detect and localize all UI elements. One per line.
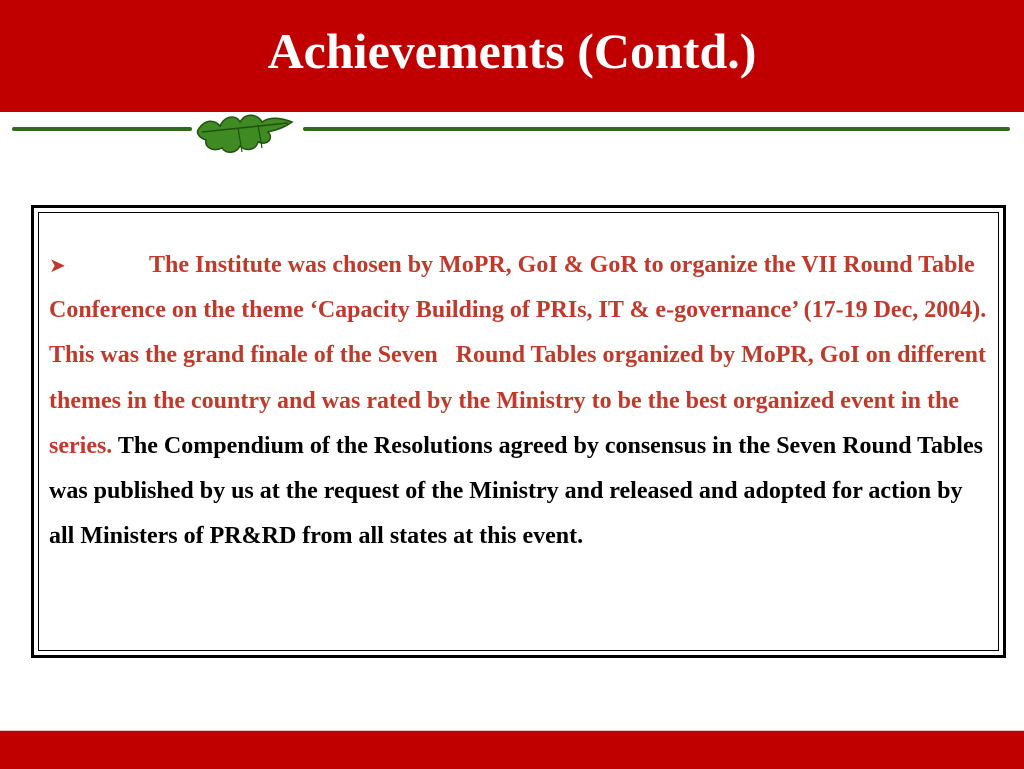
leaf-divider: [0, 108, 1024, 158]
arrowhead-bullet-icon: ➤: [49, 253, 66, 277]
oak-leaf-icon: [197, 115, 292, 152]
text-segment-4: The Compendium of the Resolutions agreed by consensus in the Seven Round Tables was published by us at the request of the Ministry and released and adopted for action by all Ministers of PR&RD from all states at this event.: [49, 432, 983, 550]
content-box: [31, 205, 1006, 658]
footer-band: [0, 730, 1024, 769]
text-segment-2: VII Round Table Conference on the theme ‘Capacity Building of PRIs, IT & e-governance’ (17-19 Dec, 2004).: [49, 252, 987, 324]
text-segment-3: This was the grand finale of the Seven Round Tables organized by MoPR, GoI on different themes in the country and was rated by the Ministry to be the best organized event in the series.: [49, 342, 986, 459]
achievement-paragraph: [49, 243, 988, 559]
content-inner: [38, 212, 999, 651]
slide-title: Achievements (Contd.): [267, 23, 757, 79]
text-segment-1: The Institute was chosen by MoPR, GoI & GoR to organize the: [149, 252, 796, 278]
